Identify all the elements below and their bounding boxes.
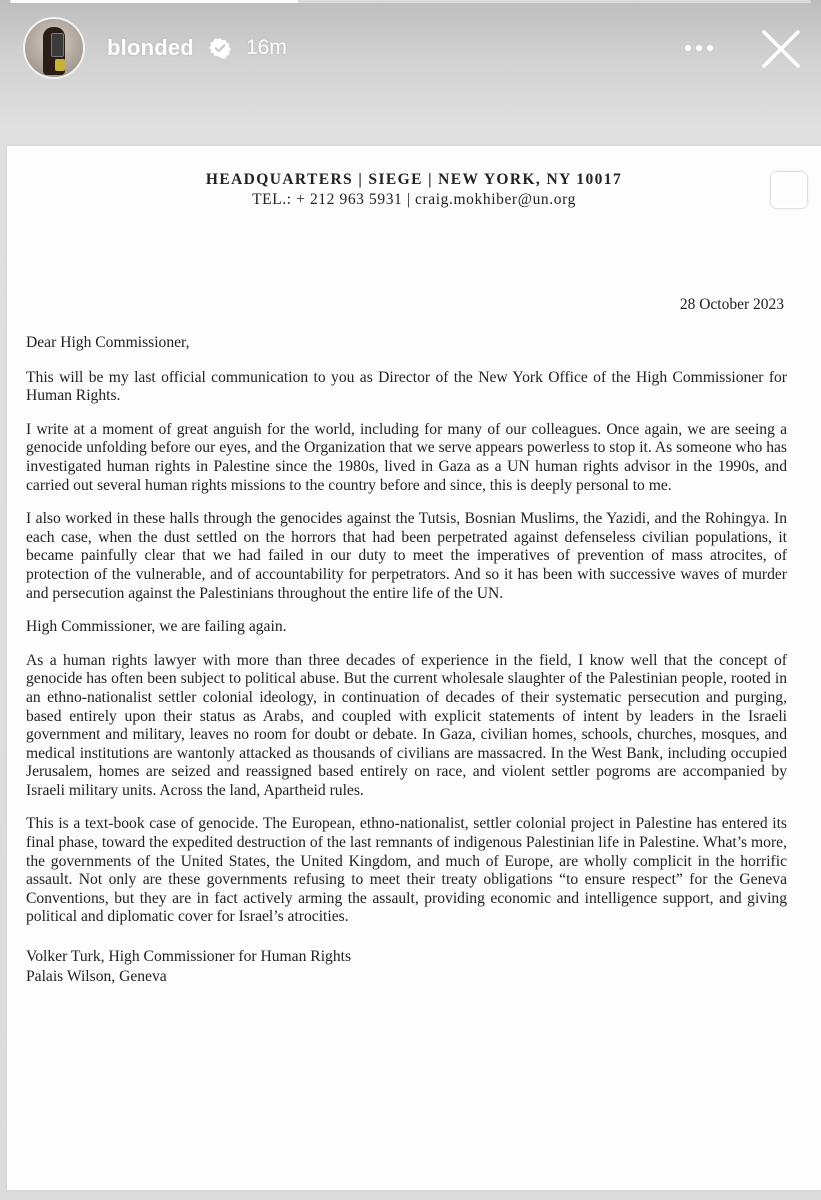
avatar-accent — [55, 59, 65, 71]
more-horizontal-icon-dot — [707, 45, 713, 51]
letter-paragraph: This will be my last official communication to you as Director of the New York Office of the High Commissioner for Human Rights. — [26, 368, 787, 405]
letter-salutation: Dear High Commissioner, — [26, 334, 190, 351]
letter-document — [7, 146, 821, 1190]
more-horizontal-icon — [685, 45, 691, 51]
more-horizontal-icon-dot — [696, 45, 702, 51]
letterhead-contact: TEL.: + 212 963 5931 | craig.mokhiber@un.org — [252, 191, 576, 208]
more-options-button[interactable] — [677, 31, 721, 65]
story-progress-bar — [10, 0, 811, 3]
letter-paragraph: I write at a moment of great anguish for the world, including for many of our colleagues. Once again, we are seeing a genocide unfolding before our eyes, and the Organization that we serve appears powerless to stop it. As someone who has investigated human rights in Palestine since the 1980s, lived in Gaza as a UN human rights advisor in the 1990s, and carried out several human rights missions to the country before and since, this is deeply personal to me. — [26, 420, 787, 494]
letterhead-address: HEADQUARTERS | SIEGE | NEW YORK, NY 10017 — [205, 171, 623, 188]
recipient-address: Palais Wilson, Geneva — [26, 968, 167, 986]
letter-paragraph: As a human rights lawyer with more than three decades of experience in the field, I know well that the concept of genocide has often been subject to political abuse. But the current wholesale slaughter of the Palestinian people, rooted in an ethno-nationalist settler colonial ideology, in continuation of decades of their systematic persecution and purging, based entirely upon their status as Arabs, and coupled with explicit statements of intent by leaders in the Israeli government and military, leaves no room for doubt or debate. In Gaza, civilian homes, schools, churches, mosques, and medical institutions are wantonly attacked as thousands of civilians are massacred. In the West Bank, including occupied Jerusalem, homes are seized and reassigned based entirely on race, and violent settler pogroms are accompanied by Israeli military units. Across the land, Apartheid rules. — [26, 651, 787, 799]
story-header — [23, 17, 803, 79]
letter-paragraph: I also worked in these halls through the genocides against the Tutsis, Bosnian Muslims, the Yazidi, and the Rohingya. In each case, when the dust settled on the horrors that had been perpetrated against defenseless civilian populations, it became painfully clear that we had failed in our duty to meet the imperatives of prevention of mass atrocites, of protection of the vulnerable, and of accountability for perpetrators. And so it has been with successive waves of murder and persecution against the Palestinians throughout the entire life of the UN. — [26, 510, 787, 602]
letter-body — [26, 334, 787, 987]
profile-avatar[interactable] — [23, 17, 85, 79]
letterhead — [7, 170, 821, 210]
verified-badge-icon — [209, 37, 231, 59]
letter-date: 28 October 2023 — [679, 296, 784, 313]
letter-recipient-block — [26, 947, 787, 987]
letter-paragraph: High Commissioner, we are failing again. — [26, 618, 287, 636]
letter-paragraph: This is a text-book case of genocide. The European, ethno-nationalist, settler colonial project in Palestine has entered its final phase, toward the expedited destruction of the last remnants of indigenous Palestinian life in Palestine. What’s more, the governments of the United States, the United Kingdom, and much of Europe, are wholly complicit in the horrific assault. Not only are these governments refusing to meet their treaty obligations “to ensure respect” for the Geneva Conventions, but they are in fact actively arming the assault, providing economic and intelligence support, and giving political and diplomatic cover for Israel’s atrocities. — [26, 815, 787, 926]
close-icon[interactable] — [759, 27, 803, 71]
square-sticker[interactable] — [771, 172, 807, 208]
story-timestamp: 16m — [246, 36, 287, 59]
recipient-name: Volker Turk, High Commissioner for Human Rights — [26, 948, 352, 966]
story-username[interactable]: blonded — [107, 35, 194, 60]
story-progress-fill — [10, 0, 298, 3]
avatar-phone — [51, 33, 64, 57]
